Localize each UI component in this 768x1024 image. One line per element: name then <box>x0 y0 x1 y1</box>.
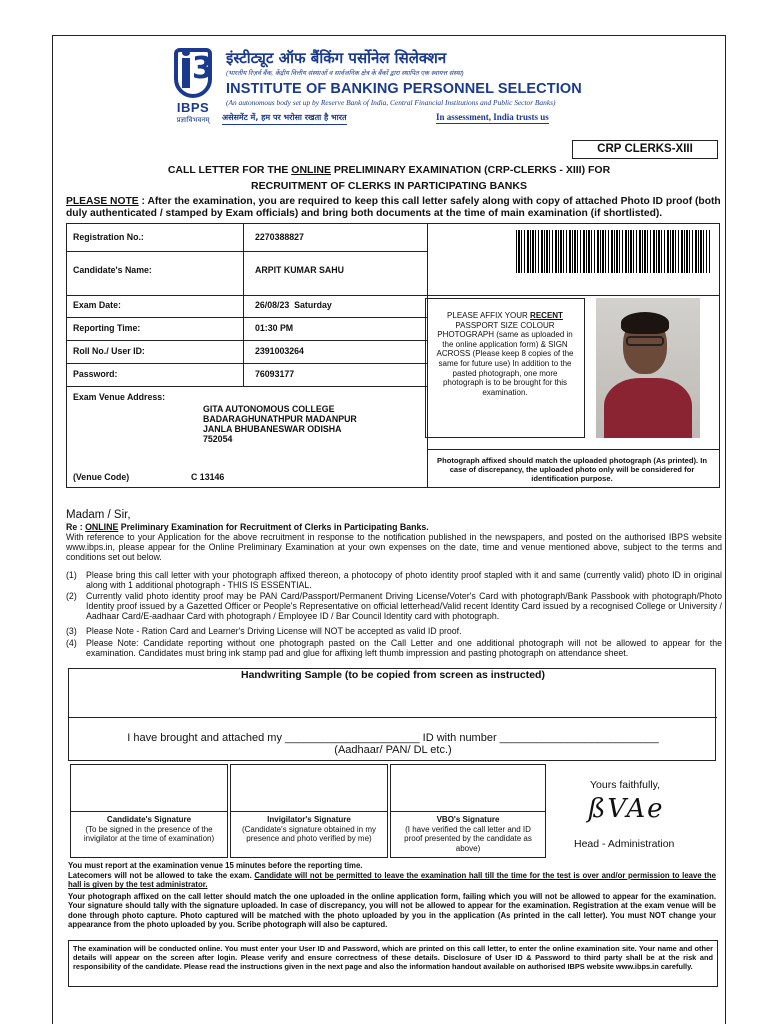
re-post: Preliminary Examination for Recruitment of Clerks in Participating Banks. <box>118 522 429 532</box>
exam-code-box: CRP CLERKS-XIII <box>572 140 718 159</box>
title-online: ONLINE <box>291 164 331 176</box>
instruction-reporting: You must report at the examination venue 15 minutes before the reporting time. <box>68 861 363 870</box>
logo-name: IBPS <box>176 100 210 115</box>
tagline-hindi: असेसमेंट में, हम पर भरोसा रखता है भारत <box>222 112 347 125</box>
ibps-logo <box>170 48 216 126</box>
hindi-subtitle: (भारतीय रिज़र्व बैंक, केंद्रीय वित्तीय संस्थाओं व सार्वजनिक क्षेत्र के बैंकों द्वारा स्थापित एक स्वायत्त संस्था) <box>226 70 464 77</box>
candidate-photo <box>596 298 700 438</box>
note-label: PLEASE NOTE <box>66 196 139 207</box>
salutation: Madam / Sir, <box>66 509 131 521</box>
logo-i-icon <box>182 58 190 88</box>
note-text: : After the examination, you are required to keep this call letter safely along with copy of attached Photo ID proof (both duly authenticated / stamped by Exam officials) and bring both documents at the time of main examination (if shortlisted). <box>66 196 721 219</box>
roll-no-label: Roll No./ User ID: <box>73 346 145 356</box>
roll-no-value: 2391003264 <box>255 346 304 356</box>
handwriting-line-1: I have brought and attached my ______________________ ID with number __________________________ <box>127 732 659 744</box>
person-body-icon <box>604 378 692 438</box>
photo-caption: Photograph affixed should match the uploaded photograph (As printed). In case of discrepancy, the uploaded photo only will be considered for identification purpose. <box>437 456 707 483</box>
intro-paragraph: With reference to your Application for the above recruitment in response to the notification published in the newspapers, and posted on the authorised IBPS website www.ibps.in, please appear for the Online Preliminary Examination at your own expenses on the date, time and venue mentioned above, subject to the terms and conditions set out below. <box>66 532 722 563</box>
venue-line-2: BADARAGHUNATHPUR MADANPUR <box>203 414 357 424</box>
candidate-signature-box: Candidate's Signature (To be signed in the presence of the invigilator at the time of examination) <box>70 764 228 858</box>
venue-code-label: (Venue Code) <box>73 472 130 482</box>
registration-label: Registration No.: <box>73 232 144 242</box>
handwriting-sample-box <box>68 668 716 761</box>
vbo-signature-box: VBO's Signature (I have verified the call letter and ID proof presented by the candidate as above) <box>390 764 546 858</box>
exam-date-value: 26/08/23 Saturday <box>255 300 332 310</box>
invigilator-signature-box: Invigilator's Signature (Candidate's signature obtained in my presence and photo verified by me) <box>230 764 388 858</box>
logo-dot-icon <box>182 50 190 56</box>
re-pre: Re : <box>66 522 86 532</box>
call-letter-subtitle: RECRUITMENT OF CLERKS IN PARTICIPATING BANKS <box>251 180 527 192</box>
exam-date-label: Exam Date: <box>73 300 121 310</box>
title-pre: CALL LETTER FOR THE <box>167 164 292 176</box>
tagline-english: In assessment, India trusts us <box>436 112 549 122</box>
hindi-title: इंस्टीट्यूट ऑफ बैंकिंग पर्सोनेल सिलेक्शन <box>226 49 447 67</box>
venue-line-4: 752054 <box>203 434 233 444</box>
footer-instructions-box: The examination will be conducted online. You must enter your User ID and Password, which are printed on this call letter, to enter the online examination site. Your name and other details will appear on the screen after login. Please verify and ensure correctness of these details. Disclosure of User ID & Password to third party shall be at the risk and responsibility of the candidate. Please read the instructions given in the next page and also the information handout available on authorised IBPS website www.ibps.in carefully. <box>68 940 718 987</box>
barcode <box>516 230 710 273</box>
handwriting-title: Handwriting Sample (to be copied from screen as instructed) <box>241 669 545 681</box>
registration-value: 2270388827 <box>255 232 304 242</box>
affix-recent: RECENT <box>530 311 563 320</box>
re-online: ONLINE <box>85 522 119 532</box>
affix-post: PASSPORT SIZE COLOUR PHOTOGRAPH (same as uploaded in the online application form) & SIGN ACROSS (Please keep 8 copies of the same for future use) In addition to the pasted photograph, one more photograph is to be brought for this examination. <box>436 320 574 397</box>
instruction-latecomers: Latecomers will not be allowed to take the exam. Candidate will not be permitted to leave the examination hall till the time for the test is over and/or permission to leave the hall is given by the test administrator. <box>68 871 716 890</box>
english-subtitle: (An autonomous body set up by Reserve Bank of India, Central Financial Institutions and Public Sector Banks) <box>226 98 556 107</box>
yours-faithfully: Yours faithfully, <box>590 779 661 791</box>
handwriting-line-2: (Aadhaar/ PAN/ DL etc.) <box>334 744 452 756</box>
english-title: INSTITUTE OF BANKING PERSONNEL SELECTION <box>226 81 582 97</box>
venue-line-3: JANLA BHUBANESWAR ODISHA <box>203 424 342 434</box>
instruction-photo: Your photograph affixed on the call letter should match the one uploaded in the online application form, failing which you will not be allowed to appear for the examination. Your signature should tally with the signature uploaded. In case of discrepancy, you will not be allowed to appear for the examination. Registration at the exam venue will be done through photo capture. Photo captured will be matched with the photo uploaded by you in the application (As printed in the call letter). You must NOT change your appearance from the photo uploaded by you. Scribe photograph will also be captured. <box>68 892 716 930</box>
reporting-time-label: Reporting Time: <box>73 323 141 333</box>
reporting-time-value: 01:30 PM <box>255 323 294 333</box>
venue-line-1: GITA AUTONOMOUS COLLEGE <box>203 404 335 414</box>
affix-pre: PLEASE AFFIX YOUR <box>447 311 531 320</box>
please-note <box>66 196 722 219</box>
venue-code-value: C 13146 <box>191 472 225 482</box>
photo-affix-box <box>425 298 585 438</box>
designation: Head - Administration <box>574 838 675 850</box>
name-value: ARPIT KUMAR SAHU <box>255 265 344 275</box>
password-value: 76093177 <box>255 369 295 379</box>
authority-signature: ßVAe <box>588 794 665 824</box>
venue-label: Exam Venue Address: <box>73 392 166 402</box>
password-label: Password: <box>73 369 118 379</box>
subject-line <box>66 522 429 532</box>
logo-hindi-motto: प्रज्ञाविभवनम् <box>176 117 210 124</box>
title-post: PRELIMINARY EXAMINATION (CRP-CLERKS - XIII) FOR <box>330 164 611 176</box>
glasses-icon <box>626 336 664 346</box>
call-letter-title <box>52 164 726 176</box>
name-label: Candidate's Name: <box>73 265 152 275</box>
logo-three-icon: 3 <box>192 51 213 86</box>
